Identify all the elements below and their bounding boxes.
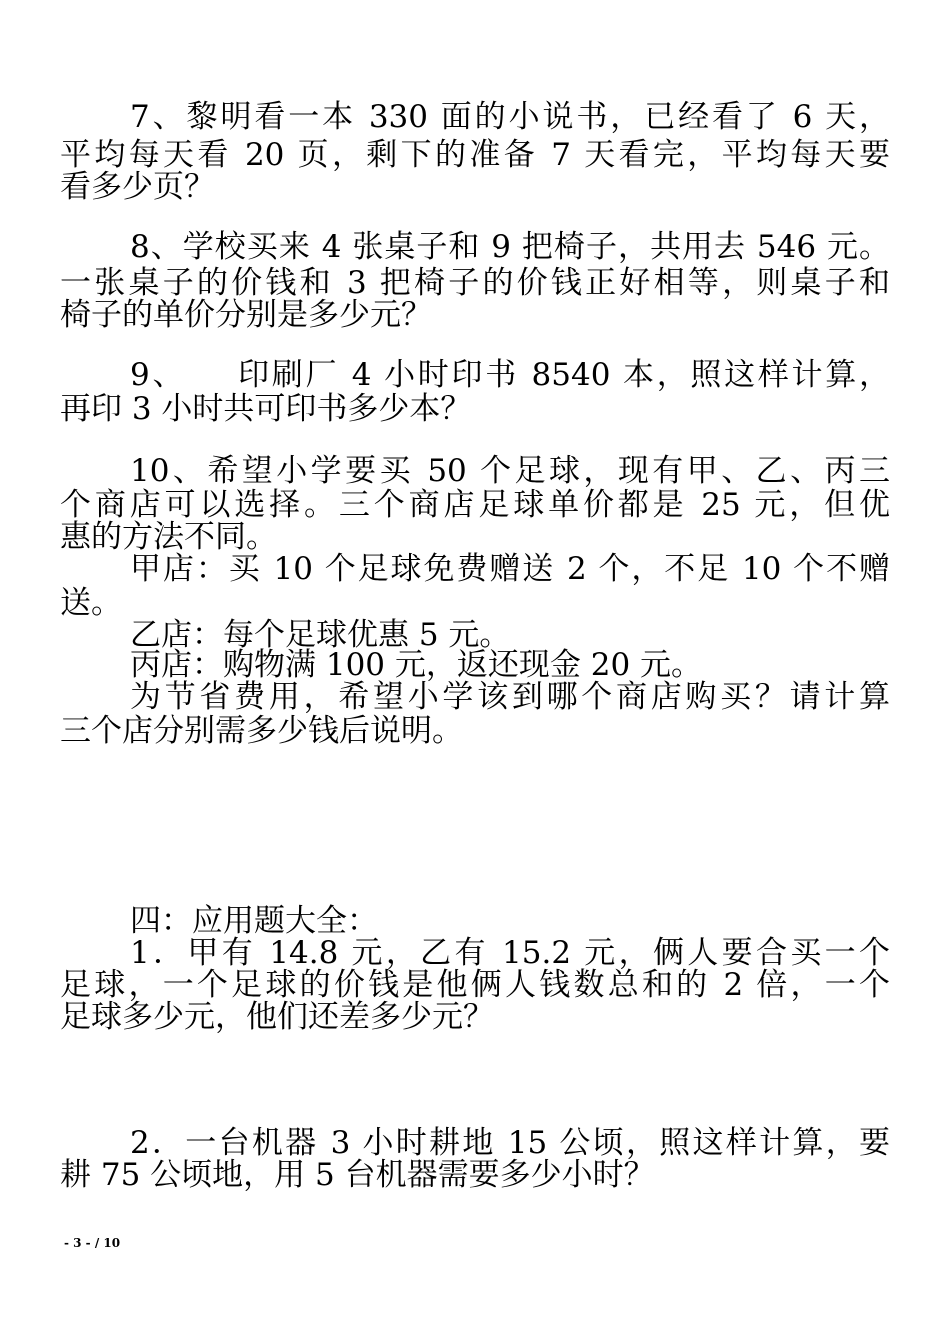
q9-line-2: 再印 3 小时共可印书多少本？ — [60, 391, 472, 427]
section4-heading: 四：应用题大全： — [130, 903, 378, 939]
q10-line-6: 乙店：每个足球优惠 5 元。 — [130, 617, 511, 653]
s4-q2-line-2: 耕 75 公顷地，用 5 台机器需要多少小时？ — [60, 1157, 655, 1193]
s4-q1-line-3: 足球多少元，他们还差多少元？ — [60, 999, 494, 1035]
s4-q2-line-1: 2．一台机器 3 小时耕地 15 公顷，照这样计算，要 — [130, 1125, 890, 1161]
q8-line-2: 一张桌子的价钱和 3 把椅子的价钱正好相等，则桌子和 — [60, 265, 890, 301]
s4-q1-line-1: 1．甲有 14.8 元，乙有 15.2 元，俩人要合买一个 — [130, 935, 890, 971]
s4-q1-line-2: 足球，一个足球的价钱是他俩人钱数总和的 2 倍，一个 — [60, 967, 890, 1003]
q10-line-2: 个商店可以选择。三个商店足球单价都是 25 元，但优 — [60, 487, 890, 523]
q8-line-3: 椅子的单价分别是多少元？ — [60, 297, 432, 333]
page-number-footer: - 3 - / 10 — [64, 1236, 121, 1250]
q9-line-1: 9、 印刷厂 4 小时印书 8540 本，照这样计算， — [130, 357, 890, 393]
q10-line-3: 惠的方法不同。 — [60, 519, 277, 555]
q10-line-5: 送。 — [60, 585, 122, 621]
q10-line-9: 三个店分别需多少钱后说明。 — [60, 713, 463, 749]
q7-line-1: 7、黎明看一本 330 面的小说书，已经看了 6 天， — [130, 99, 890, 135]
q10-line-1: 10、希望小学要买 50 个足球，现有甲、乙、丙三 — [130, 453, 890, 489]
q10-line-8: 为节省费用，希望小学该到哪个商店购买？请计算 — [130, 679, 890, 715]
q10-line-7: 丙店：购物满 100 元，返还现金 20 元。 — [130, 647, 703, 683]
q8-line-1: 8、学校买来 4 张桌子和 9 把椅子，共用去 546 元。 — [130, 229, 890, 265]
q7-line-2: 平均每天看 20 页，剩下的准备 7 天看完，平均每天要 — [60, 137, 890, 173]
q7-line-3: 看多少页？ — [60, 169, 215, 205]
q10-line-4: 甲店：买 10 个足球免费赠送 2 个，不足 10 个不赠 — [130, 551, 890, 587]
